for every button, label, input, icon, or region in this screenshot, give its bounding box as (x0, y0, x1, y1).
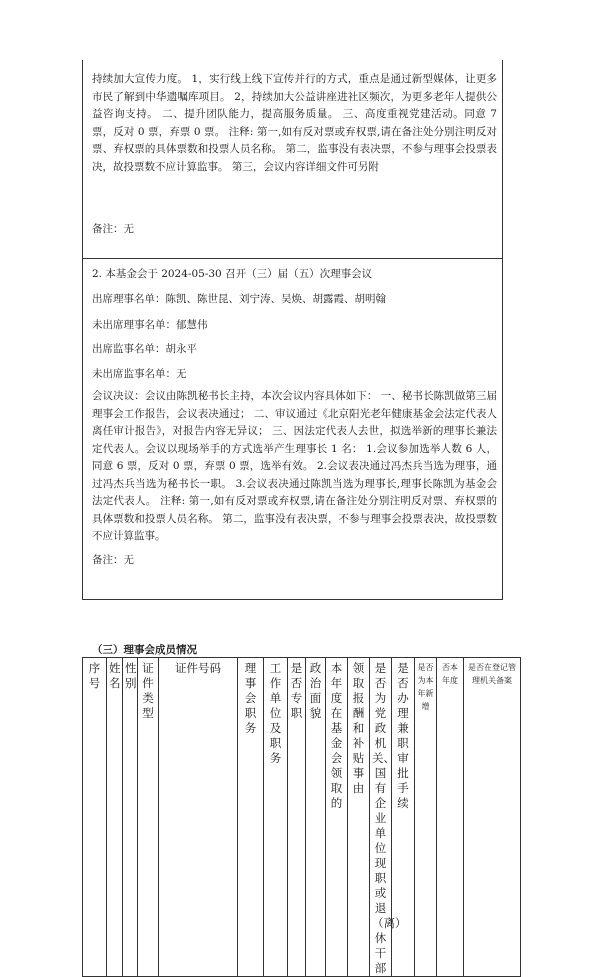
col-header-approval: 是否办理兼职审批手续 (392, 658, 415, 977)
col-header-full-time: 是否专职 (288, 658, 306, 977)
meeting-2-remark: 备注：无 (92, 554, 134, 566)
meeting-1-remark: 备注：无 (92, 223, 134, 235)
col-header-id-type: 证件类型 (138, 658, 159, 977)
col-header-id-number: 证件号码 (159, 658, 238, 977)
meeting-1-paragraph: 持续加大宣传力度。 1，实行线上线下宣传并行的方式，重点是通过新型媒体，让更多市民了解到中华遗嘱库项目。 2，持续加大公益讲座进社区频次，为更多老年人提供公益咨询支持。 二、提升团队能力，提高服务质量。 三、高度重视党建活动。同意 7 票，反对 0 票，弃票 0 票。 注释: 第一,如有反对票或弃权票,请在备注处分别注明反对票、弃权票的具体票数和投票人员名称。 第二，监事没有表决票，不参与理事会投票表决，故投票数不应计算监事。 第三，会议内容详细文件可另附 (92, 73, 497, 173)
attending-directors: 出席理事名单：陈凯、陈世昆、刘宁涛、吴焕、胡露霞、胡明翰 (92, 293, 386, 305)
col-header-registered: 是否在登记管理机关备案 (464, 658, 521, 977)
absent-directors: 未出席理事名单：郁慧伟 (92, 319, 208, 331)
col-header-board-position: 理事会职务 (238, 658, 264, 977)
members-table (82, 657, 521, 977)
col-header-gender: 性别 (123, 658, 138, 977)
col-header-cadre: 是否为党政机关、国有企业单位现职或退（离）休干部 (370, 658, 392, 977)
col-header-name: 姓名 (107, 658, 123, 977)
absent-supervisors: 未出席监事名单：无 (92, 368, 187, 380)
attending-supervisors: 出席监事名单：胡永平 (92, 343, 197, 355)
col-header-employer: 工作单位及职务 (264, 658, 288, 977)
meeting-2-resolution: 会议决议：会议由陈凯秘书长主持，本次会议内容具体如下： 一、秘书长陈凯做第三届理事会工作报告，会议表决通过； 二、审议通过《北京阳光老年健康基金会法定代表人离任审计报告》，对报告内容无异议； 三、因法定代表人去世，拟选举新的理事长兼法定代表人。会议以现场举手的方式选举产生理事长 1 名： 1.会议参加选举人数 6 人，同意 6 票，反对 0 票，弃票 0 票，选举有效。 2.会议表决通过冯杰兵当选为理事，通过冯杰兵当选为秘书长一职。 3.会议表决通过陈凯当选为理事长,理事长陈凯为基金会法定代表人。 注释: 第一,如有反对票或弃权票,请在备注处分别注明反对票、弃权票的具体票数和投票人员名称。 第二，监事没有表决票，不参与理事会投票表决，故投票数不应计算监事。 (92, 390, 497, 542)
col-header-index: 序号 (83, 658, 107, 977)
col-header-pay-reason: 领取报酬和补贴事由 (348, 658, 370, 977)
col-header-new-this-year: 是否为本年新增 (415, 658, 437, 977)
col-header-annual-pay: 本年度在基金会领取的 (326, 658, 348, 977)
meeting-2-header: 2. 本基金会于 2024-05-30 召开（三）届（五）次理事会议 (92, 268, 373, 280)
col-header-this-year: 否本年度 (437, 658, 464, 977)
col-header-political-status: 政治面貌 (306, 658, 326, 977)
members-section-title: （三）理事会成员情况 (92, 644, 197, 656)
